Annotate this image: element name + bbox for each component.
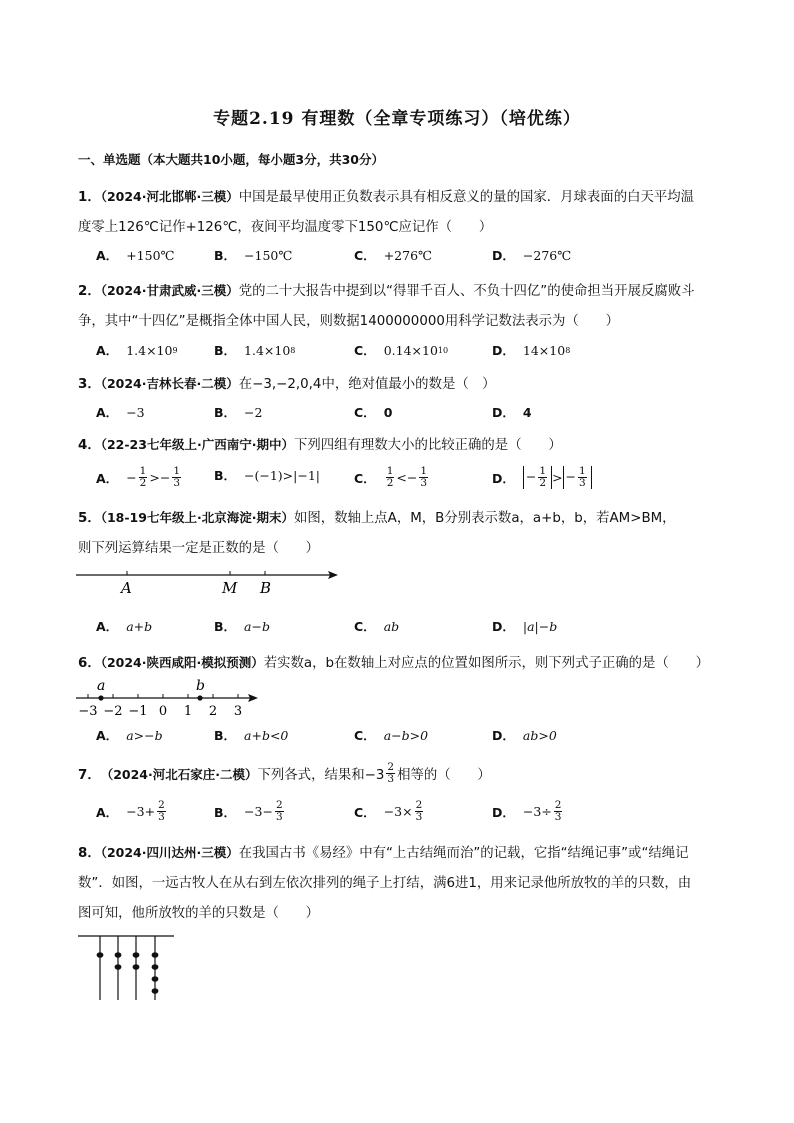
knots [97,952,159,994]
option-a[interactable]: A． 1.4×10 9 [96,342,178,358]
option-a[interactable]: A． −3+ $\frac{2}{3}$ [96,799,165,823]
question-6-number: 6． [78,656,101,671]
option-a[interactable]: A． a+b [96,618,153,634]
option-d[interactable]: D． 4 [492,404,532,420]
number-line-figure-5 [74,562,344,598]
option-b[interactable]: B． −150℃ [214,247,293,263]
tick-label: −3 [78,704,98,719]
question-8-line-2: 数”．如图，一远古牧人在从右到左依次排列的绳子上打结，满6进1，用来记录他所放牧的羊的只数，由 [78,876,692,891]
option-d[interactable]: D． − $\frac{1}{2}$ > − $\frac{1}{3}$ [492,466,592,489]
question-8-line-1: 8．（2024·四川达州·三模）在我国古书《易经》中有“上古结绳而治”的记载，它指“结绳记事”或“结绳记 [78,845,689,861]
question-5-line-2: 则下列运算结果一定是正数的是（ ） [78,541,320,556]
question-7-source: （2024·河北石家庄·二模） [100,766,258,782]
option-c[interactable]: C． −3× $\frac{2}{3}$ [354,799,423,823]
option-c[interactable]: C． $\frac{1}{2}$ <− $\frac{1}{3}$ [354,465,428,489]
question-6-source: （2024·陕西咸阳·模拟预测） [100,655,264,670]
option-c[interactable]: C． 0.14×10 10 [354,342,449,358]
question-2-line-1: 2．（2024·甘肃武威·三模）党的二十大报告中提到以“得罪千百人、不负十四亿”的使命担当开展反腐败斗 [78,283,695,299]
option-b[interactable]: B． −(−1)>|−1| [214,467,321,483]
point-label-m: M [222,579,238,597]
option-b[interactable]: B． −2 [214,404,263,420]
tick-label: 1 [183,704,193,719]
tick-label: −1 [128,704,148,719]
question-6-line-1: 6．（2024·陕西咸阳·模拟预测）若实数a，b在数轴上对应点的位置如图所示，则下列式子正确的是（ ） [78,655,709,671]
question-4-line-1: 4．（22-23七年级上·广西南宁·期中）下列四组有理数大小的比较正确的是（ ） [78,437,562,453]
question-2-line-2: 争，其中“十四亿”是概指全体中国人民，则数据1400000000用科学记数法表示为（ ） [78,314,619,329]
question-1-number: 1． [78,190,101,205]
question-7-line-1: 7． （2024·河北石家庄·二模） 下列各式，结果和−3 $\frac{2}{3}$ 相等的（ ） [78,761,491,785]
question-2-options [96,341,716,367]
question-5-source: （18-19七年级上·北京海淀·期末） [100,510,294,525]
option-d[interactable]: D． −3÷ $\frac{2}{3}$ [492,799,562,823]
option-d[interactable]: D． |a|−b [492,618,558,634]
point-label-a: A [121,579,132,597]
question-4-source: （22-23七年级上·广西南宁·期中） [100,437,294,452]
option-a[interactable]: A． a>−b [96,727,163,743]
point-label-a: a [97,678,106,694]
question-1-text: 中国是最早使用正负数表示具有相反意义的量的国家．月球表面的白天平均温 [238,190,695,205]
option-c[interactable]: C． +276℃ [354,247,433,263]
option-a[interactable]: A． − $\frac{1}{2}$ >− $\frac{1}{3}$ [96,465,180,489]
option-b[interactable]: B． a−b [214,618,270,634]
option-d[interactable]: D． −276℃ [492,247,572,263]
question-3-options [96,403,716,429]
point-b-dot [197,695,202,700]
question-4-number: 4． [78,438,101,453]
tick-label: −2 [103,704,123,719]
point-label-b: b [196,678,205,694]
question-6-options [96,726,716,752]
tick-label: 3 [233,704,243,719]
question-3-source: （2024·吉林长春·二模） [100,376,239,391]
number-line-figure-6 [74,676,264,720]
question-3-line-1: 3．（2024·吉林长春·二模）在−3,−2,0,4中，绝对值最小的数是（ ） [78,376,496,392]
question-5-line-1: 5．（18-19七年级上·北京海淀·期末）如图，数轴上点A，M，B分别表示数a，a+b，b，若AM>BM， [78,510,676,526]
option-c[interactable]: C． a−b>0 [354,727,429,743]
question-1-options [96,246,716,272]
option-b[interactable]: B． −3− $\frac{2}{3}$ [214,799,283,823]
question-8-number: 8． [78,846,101,861]
tick-label: 2 [208,704,218,719]
question-8-source: （2024·四川达州·三模） [100,845,239,860]
question-1-line-2: 度零上126℃记作+126℃，夜间平均温度零下150℃应记作（ ） [78,220,493,235]
question-2-number: 2． [78,284,101,299]
mixed-number-fraction: $\frac{2}{3}$ [387,761,395,785]
question-8-line-3: 图可知，他所放牧的羊的只数是（ ） [78,906,320,921]
question-3-number: 3． [78,377,101,392]
question-7-number: 7． [78,768,101,783]
question-7-options [96,800,716,832]
option-d[interactable]: D． ab>0 [492,727,557,743]
option-a[interactable]: A． +150℃ [96,247,175,263]
point-a-dot [98,695,103,700]
point-label-b: B [260,579,272,597]
question-5-number: 5． [78,511,101,526]
option-b[interactable]: B． 1.4×10 8 [214,342,296,358]
knotted-rope-figure [78,932,178,1004]
tick-label: 0 [158,704,168,719]
question-4-options [96,466,716,498]
section-heading: 一、单选题（本大题共10小题，每小题3分，共30分） [78,152,384,167]
page-title: 专题2.19 有理数（全章专项练习）（培优练） [213,109,581,129]
question-5-options [96,617,716,643]
option-c[interactable]: C． ab [354,618,400,634]
question-2-source: （2024·甘肃武威·三模） [100,283,239,298]
option-a[interactable]: A． −3 [96,404,145,420]
option-c[interactable]: C． 0 [354,404,393,420]
question-1-line-1 [78,186,718,205]
option-b[interactable]: B． a+b<0 [214,727,289,743]
option-d[interactable]: D． 14×10 8 [492,342,571,358]
question-1-source: （2024·河北邯郸·三模） [100,189,239,204]
